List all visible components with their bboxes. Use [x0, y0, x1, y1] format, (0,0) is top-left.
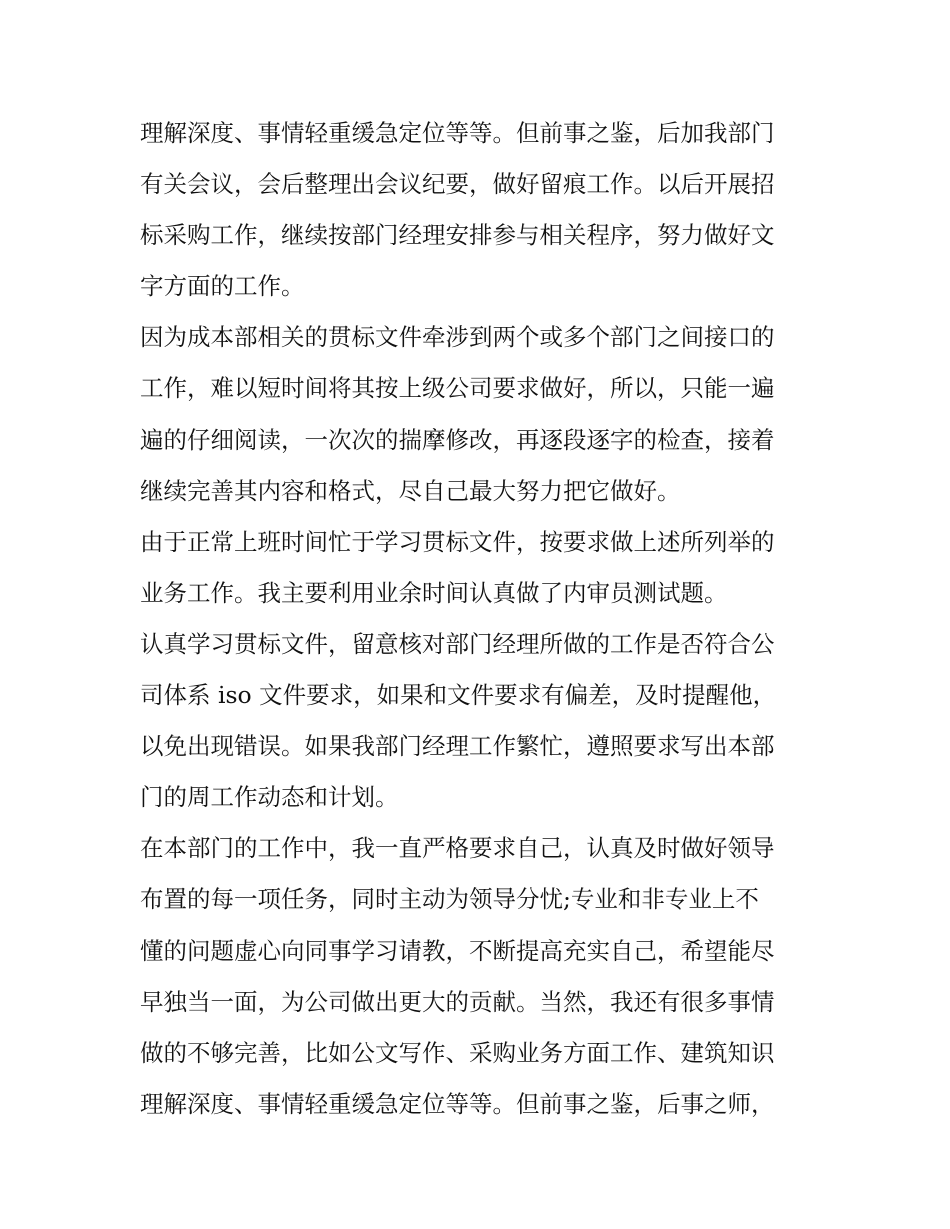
text-line: 布置的每一项任务，同时主动为领导分忧;专业和非专业上不: [140, 885, 759, 914]
text-line: 认真学习贯标文件，留意核对部门经理所做的工作是否符合公: [140, 629, 775, 658]
text-line: 标采购工作，继续按部门经理安排参与相关程序，努力做好文: [140, 221, 775, 250]
text-line: 司体系 iso 文件要求，如果和文件要求有偏差，及时提醒他，: [140, 681, 777, 710]
text-line: 继续完善其内容和格式，尽自己最大努力把它做好。: [140, 476, 681, 505]
text-line: 因为成本部相关的贯标文件牵涉到两个或多个部门之间接口的: [140, 323, 775, 352]
body-text: [140, 108, 812, 1130]
text-line: 字方面的工作。: [140, 272, 305, 301]
text-line: 理解深度、事情轻重缓急定位等等。但前事之鉴，后事之师，: [140, 1089, 775, 1118]
text-line: 早独当一面，为公司做出更大的贡献。当然，我还有很多事情: [140, 987, 775, 1016]
text-line: 遍的仔细阅读，一次次的揣摩修改，再逐段逐字的检查，接着: [140, 425, 775, 454]
text-line: 工作，难以短时间将其按上级公司要求做好，所以，只能一遍: [140, 374, 775, 403]
text-line: 由于正常上班时间忙于学习贯标文件，按要求做上述所列举的: [140, 527, 775, 556]
text-line: 以免出现错误。如果我部门经理工作繁忙，遵照要求写出本部: [140, 732, 775, 761]
text-line: 理解深度、事情轻重缓急定位等等。但前事之鉴，后加我部门: [140, 119, 775, 147]
text-line: 业务工作。我主要利用业余时间认真做了内审员测试题。: [140, 578, 728, 607]
text-line: 懂的问题虚心向同事学习请教，不断提高充实自己，希望能尽: [140, 936, 775, 965]
text-line: 做的不够完善，比如公文写作、采购业务方面工作、建筑知识: [140, 1038, 775, 1067]
text-line: 有关会议，会后整理出会议纪要，做好留痕工作。以后开展招: [140, 170, 775, 199]
text-line: 门的周工作动态和计划。: [140, 783, 399, 812]
text-line: 在本部门的工作中，我一直严格要求自己，认真及时做好领导: [140, 834, 775, 863]
